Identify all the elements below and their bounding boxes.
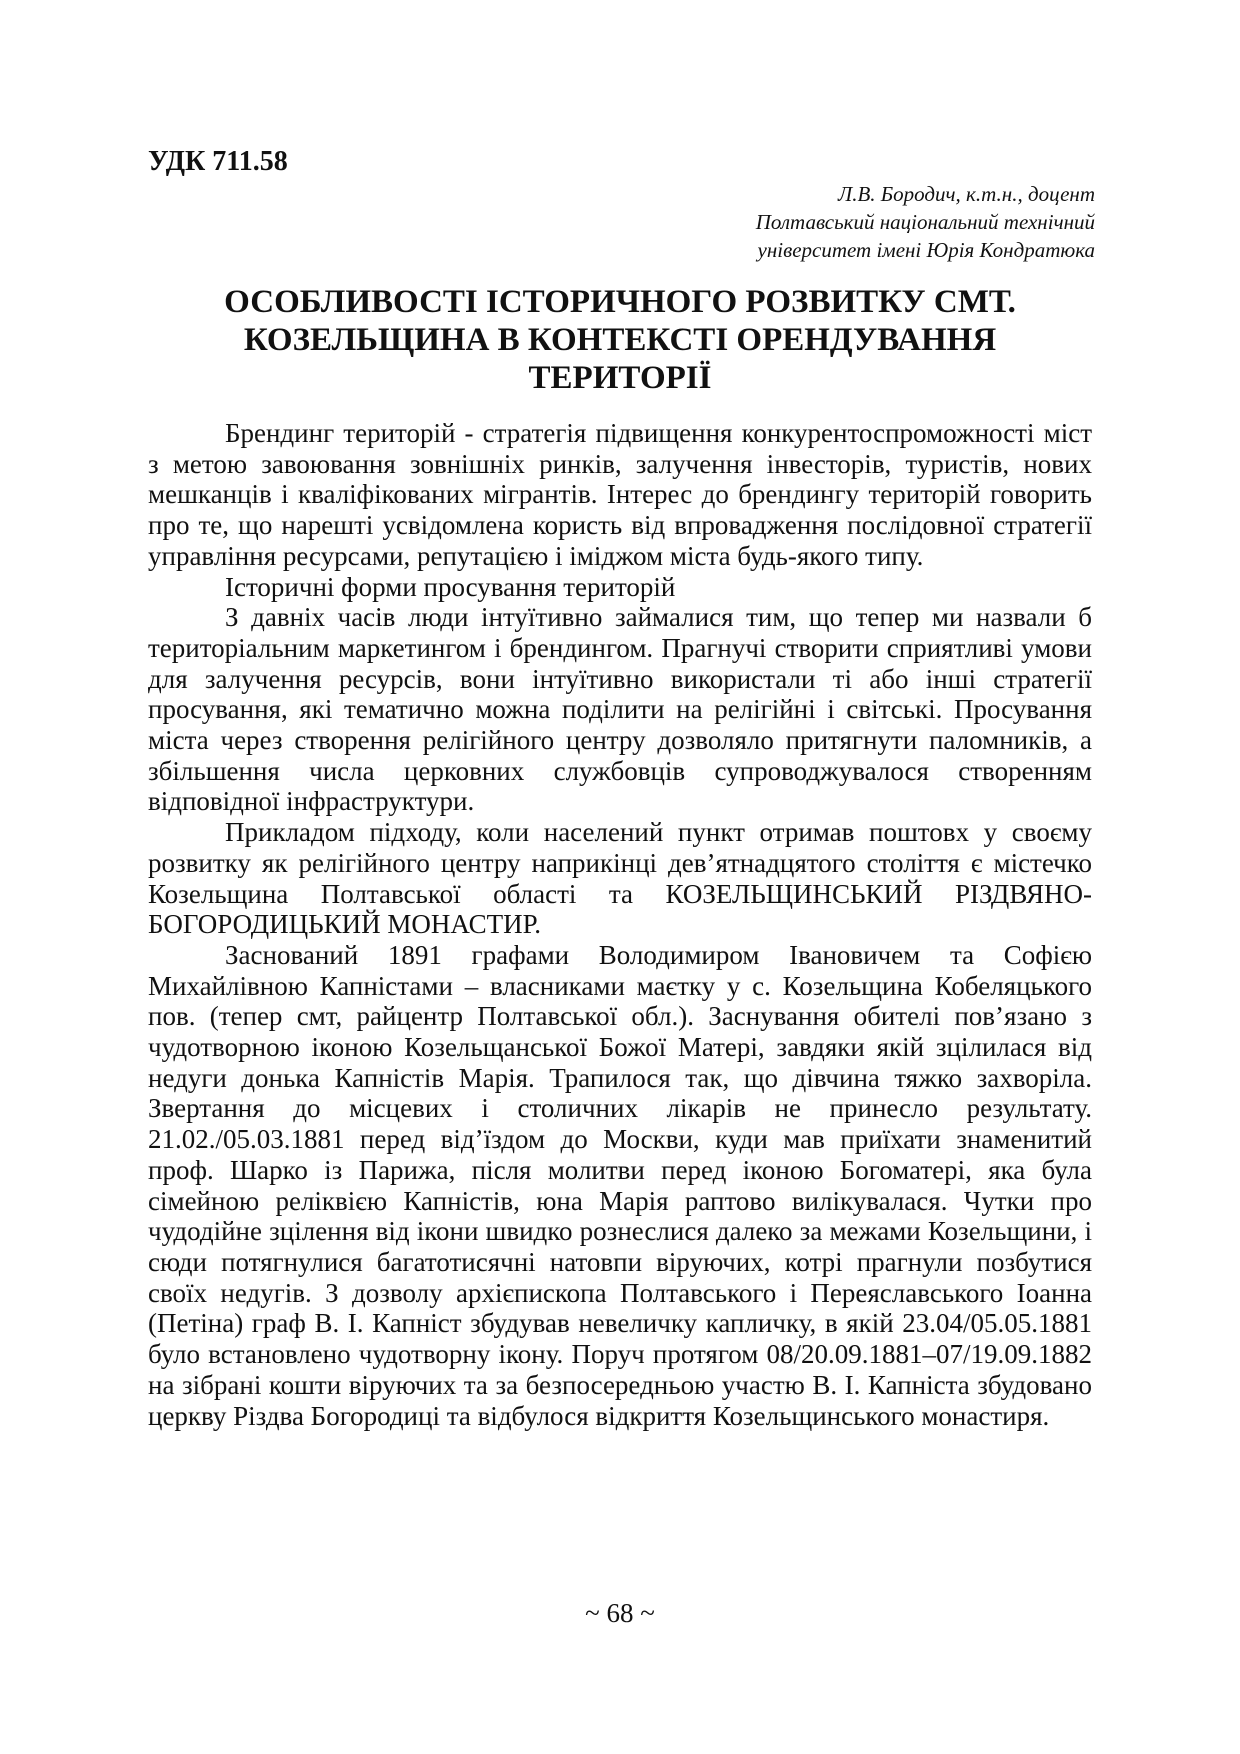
article-body <box>148 418 1092 1431</box>
article-title <box>150 283 1090 397</box>
title-line-2: КОЗЕЛЬЩИНА В КОНТЕКСТІ ОРЕНДУВАННЯ <box>243 322 997 358</box>
author-affiliation-line-1: Полтавський національний технічний <box>755 210 1095 234</box>
paragraph-branding-intro: Брендинг територій - стратегія підвищення конкурентоспроможності міст з метою завоювання зовнішніх ринків, залучення інвесторів, туристів, нових мешканців і кваліфікованих мігрантів. Інтерес до брендингу територій говорить про те, що нарешті усвідомлена користь від впровадження послідовної стратегії управління ресурсами, репутацією і іміджом міста будь-якого типу. <box>148 418 1092 571</box>
page-number: ~ 68 ~ <box>585 1598 655 1628</box>
author-name: Л.В. Бородич, к.т.н., доцент <box>837 182 1095 206</box>
paragraph-monastery-history: Заснований 1891 графами Володимиром Івановичем та Софією Михайлівною Капністами – власниками маєтку у с. Козельщина Кобеляцького пов. (тепер смт, райцентр Полтавської обл.). Заснування обителі пов’язано з чудотворною іконою Козельщанської Божої Матері, завдяки якій зцілилася від недуги донька Капністів Марія. Трапилося так, що дівчина тяжко захворіла. Звертання до місцевих і столичних лікарів не принесло результату. 21.02./05.03.1881 перед від’їздом до Москви, куди мав приїхати знаменитий проф. Шарко із Парижа, після молитви перед іконою Богоматері, яка була сімейною реліквією Капністів, юна Марія раптово вилікувалася. Чутки про чудодійне зцілення від ікони швидко рознеслися далеко за межами Козельщини, і сюди потягнулися багатотисячні натовпи віруючих, котрі прагнули позбутися своїх недугів. З дозволу архієпископа Полтавського і Переяславського Іоанна (Петіна) граф В. І. Капніст збудував невеличку капличку, в якій 23.04/05.05.1881 було встановлено чудотворну ікону. Поруч протягом 08/20.09.1881–07/19.09.1882 на зібрані кошти віруючих та за безпосередньою участю В. І. Капніста збудовано церкву Різдва Богородиці та відбулося відкриття Козельщинського монастиря. <box>148 939 1092 1431</box>
author-block <box>535 180 1095 264</box>
title-line-1: ОСОБЛИВОСТІ ІСТОРИЧНОГО РОЗВИТКУ СМТ. <box>224 284 1016 320</box>
paragraph-historical-forms: З давніх часів люди інтуїтивно займалися тим, що тепер ми назвали б територіальним маркетингом і брендингом. Прагнучі створити сприятливі умови для залучення ресурсів, вони інтуїтивно використали ті або інші стратегії просування, які тематично можна поділити на релігійні і світські. Просування міста через створення релігійного центру дозволяло притягнути паломників, а збільшення числа церковних службовців супроводжувалося створенням відповідної інфраструктури. <box>148 602 1092 817</box>
author-affiliation-line-2: університет імені Юрія Кондратюка <box>757 238 1095 262</box>
udk-code: УДК 711.58 <box>148 146 288 177</box>
paragraph-example: Прикладом підходу, коли населений пункт отримав поштовх у своєму розвитку як релігійного центру наприкінці дев’ятнадцятого століття є містечко Козельщина Полтавської області та КОЗЕЛЬЩИНСЬКИЙ РІЗДВЯНО-БОГОРОДИЦЬКИЙ МОНАСТИР. <box>148 817 1092 940</box>
paragraph-section-heading: Історичні форми просування територій <box>225 571 676 602</box>
title-line-3: ТЕРИТОРІЇ <box>528 360 712 396</box>
